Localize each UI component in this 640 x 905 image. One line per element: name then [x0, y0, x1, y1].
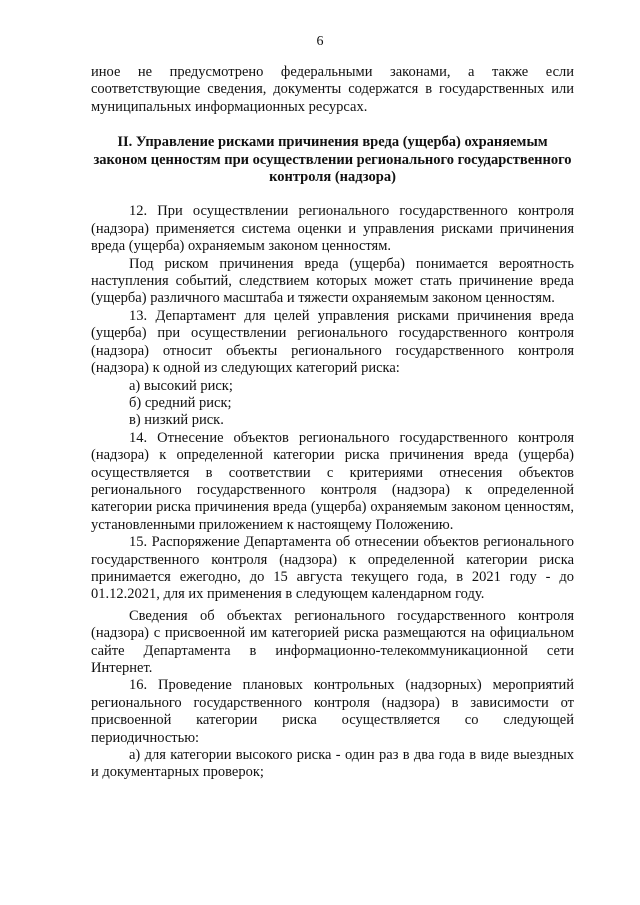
paragraph-intro: иное не предусмотрено федеральными законами, а также если соответствующие сведения, документы содержатся в государственных или муниципальных информационных ресурсах. [91, 64, 574, 115]
page-number: 6 [316, 34, 324, 49]
list-item-low-risk: в) низкий риск. [129, 412, 224, 429]
paragraph-13: 13. Департамент для целей управления рисками причинения вреда (ущерба) при осуществлении регионального государственного контроля (надзора) относит объекты регионального государственного контроля (надзора) к одной из следующих категорий риска: [91, 307, 574, 377]
list-item-high-risk-frequency: а) для категории высокого риска - один раз в два года в виде выездных и документарных проверок; [91, 747, 574, 781]
paragraph-12: 12. При осуществлении регионального государственного контроля (надзора) применяется система оценки и управления рисками причинения вреда (ущерба) охраняемым законом ценностям. [91, 203, 574, 255]
list-item-medium-risk: б) средний риск; [129, 394, 232, 411]
section-heading: II. Управление рисками причинения вреда (ущерба) охраняемым законом ценностям при осуществлении регионального государственного контроля (надзора) [93, 134, 572, 186]
paragraph-risk-definition: Под риском причинения вреда (ущерба) понимается вероятность наступления событий, следствием которых может стать причинение вреда (ущерба) различного масштаба и тяжести охраняемым законом ценностям. [91, 255, 574, 307]
document-body [91, 64, 574, 782]
paragraph-16: 16. Проведение плановых контрольных (надзорных) мероприятий регионального государственного контроля (надзора) в зависимости от присвоенной категории риска осуществляется со следующей периодичностью: [91, 677, 574, 746]
paragraph-15: 15. Распоряжение Департамента об отнесении объектов регионального государственного контроля (надзора) к определенной категории риска принимается ежегодно, до 15 августа текущего года, в 2021 году - до 01.12.2021, для их применения в следующем календарном году. [91, 534, 574, 603]
paragraph-publication: Сведения об объектах регионального государственного контроля (надзора) с присвоенной им категорией риска размещаются на официальном сайте Департамента в информационно-телекоммуникационной сети Интернет. [91, 607, 574, 676]
list-item-high-risk: а) высокий риск; [129, 377, 233, 394]
paragraph-14: 14. Отнесение объектов регионального государственного контроля (надзора) к определенной категории риска причинения вреда (ущерба) осуществляется в соответствии с критериями отнесения объектов регионального государственного контроля (надзора) к определенной категории риска причинения вреда (ущерба) охраняемым законом ценностям, установленными приложением к настоящему Положению. [91, 429, 574, 533]
